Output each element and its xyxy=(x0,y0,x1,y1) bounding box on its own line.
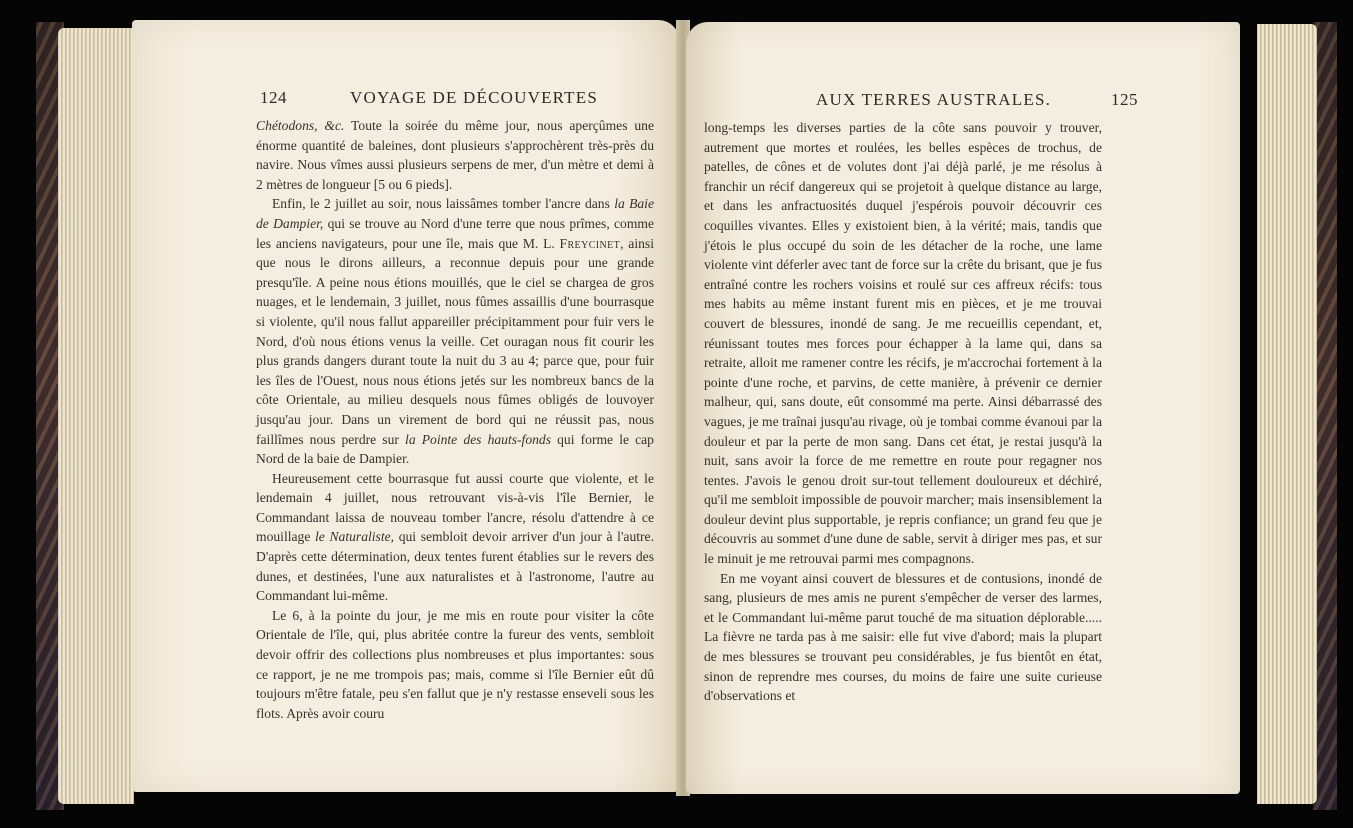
left-page-paragraph xyxy=(256,469,654,606)
text-run: Chétodons, &c. xyxy=(256,118,345,133)
left-page-paragraph xyxy=(256,194,654,468)
text-run: En me voyant ainsi couvert de blessures et de contusions, inondé de sang, plusieurs de mes amis ne purent s'empêcher de verser des larmes, et le Commandant lui-même parut touché de ma situation déplorable..... La fièvre ne tarda pas à me saisir: elle fut vive d'abord; mais la plupart de mes blessures se trouvant peu considérables, je fus bientôt en état, sinon de reprendre mes courses, du moins de faire une suite curieuse d'observations et xyxy=(704,570,1102,704)
left-page-paragraph xyxy=(256,606,654,724)
text-run: Freycinet xyxy=(559,235,621,251)
right-page xyxy=(686,22,1240,794)
text-run: le Naturaliste, xyxy=(315,529,395,545)
left-page-number: 124 xyxy=(260,88,287,107)
text-run: , ainsi que nous le dirons ailleurs, a reconnue depuis pour une grande presqu'île. A peine nous étions mouillés, que le ciel se chargea de gros nuages, et le lendemain, 3 juillet, nous fûmes assaillis d'une bourrasque si violente, qu'il nous fallut appareiller précipitamment pour fuir vers le Nord, d'où nous étions venus la veille. Cet ouragan nous fit courir les plus grands dangers durant toute la nuit du 3 au 4; parce que, pour fuir les îles de l'Ouest, nous nous étions jetés sur les nombreux bancs de la côte Orientale, au milieu desquels nous fûmes obligés de louvoyer jusqu'au jour. Dans un virement de bord qui ne réussit pas, nous faillîmes nous perdre sur xyxy=(256,235,654,447)
left-page-header xyxy=(132,88,680,110)
text-run: long-temps les diverses parties de la côte sans pouvoir y trouver, autrement que mortes et roulées, les belles espèces de trochus, de patelles, de cônes et de volutes dont j'ai déjà parlé, je me résolus à franchir un récif dangereux qui se projetoit à quelque distance au large, et dans les anfractuosités duquel j'espérois pouvoir découvrir ces coquilles vivantes. Elles y existoient bien, à la vérité; mais, tandis que j'étois le plus occupé du soin de les détacher de la roche, une lame violente vint déferler avec tant de force sur la crête du brisant, que je fus entraîné contre les rochers voisins et roulé sur ces affreux récifs: tous mes habits au même instant furent mis en pièces, et je me trouvai couvert de blessures, inondé de sang. Je me recueillis cependant, et, réunissant toutes mes forces pour échapper à la lame qui, dans sa retraite, alloit me ramener contre les récifs, je m'accrochai fortement à la pointe d'une roche, et parvins, de cette manière, à prévenir ce dernier malheur, qui, sans doute, eût consommé ma perte. Ainsi débarrassé des vagues, je me traînai jusqu'au rivage, où je tombai comme évanoui par la douleur et par la perte de mon sang. Dans cet état, je restai jusqu'à la nuit, sans avoir la force de me remettre en route pour regagner nos tentes. J'avois le genou droit sur-tout tellement douloureux et déchiré, qu'il me sembloit impossible de pouvoir marcher; mais insensiblement la douleur devint plus supportable, je repris confiance; un grand feu que je découvris au sommet d'une dune de sable, servit à diriger mes pas, et sur le minuit je me retrouvai parmi mes compagnons. xyxy=(704,120,1102,567)
left-page-edges xyxy=(58,28,134,804)
right-page-header xyxy=(686,90,1240,112)
left-page-body xyxy=(256,116,654,723)
text-run: la Baie de Dampier, xyxy=(256,196,654,231)
text-run: la Pointe des hauts-fonds xyxy=(405,431,552,447)
text-run: qui forme le cap Nord de la baie de Dampier. xyxy=(256,431,654,467)
right-page-edges xyxy=(1257,24,1317,804)
text-run: Le 6, à la pointe du jour, je me mis en route pour visiter la côte Orientale de l'île, qui, plus abritée contre la fureur des vents, sembloit devoir offrir des collections plus nombreuses et plus importantes: sous ce rapport, je ne me trompois pas; mais, comme si l'île Bernier eût dû toujours m'être fatale, peu s'en fallut que je n'y restasse enseveli sous les flots. Après avoir couru xyxy=(256,607,654,721)
right-page-paragraph xyxy=(704,569,1102,706)
right-running-title: AUX TERRES AUSTRALES. xyxy=(816,90,1052,109)
text-run: qui se trouve au Nord d'une terre que nous prîmes, comme les anciens navigateurs, pour une île, mais que M. L. xyxy=(256,215,654,251)
left-page xyxy=(132,20,680,792)
right-page-paragraph xyxy=(704,118,1102,569)
left-page-paragraph xyxy=(256,116,654,194)
text-run: Enfin, le 2 juillet au soir, nous laissâmes tomber l'ancre dans xyxy=(272,196,615,212)
text-run: Toute la soirée du même jour, nous aperçûmes une énorme quantité de baleines, dont plusieurs s'approchèrent très-près du navire. Nous vîmes aussi plusieurs serpens de mer, d'un mètre et demi à 2 mètres de longueur [5 ou 6 pieds]. xyxy=(256,118,654,192)
left-running-title: VOYAGE DE DÉCOUVERTES xyxy=(350,88,599,107)
text-run: qui sembloit devoir arriver d'un jour à l'autre. D'après cette détermination, deux tentes furent établies sur le revers des dunes, et destinées, l'une aux naturalistes et à l'astronome, l'autre au Commandant lui-même. xyxy=(256,529,654,604)
text-run: Heureusement cette bourrasque fut aussi courte que violente, et le lendemain 4 juillet, nous retrouvant vis-à-vis l'île Bernier, le Commandant laissa de nouveau tomber l'ancre, résolu d'attendre à ce mouillage xyxy=(256,470,654,545)
right-page-number: 125 xyxy=(1111,90,1138,109)
right-page-body xyxy=(704,118,1102,706)
